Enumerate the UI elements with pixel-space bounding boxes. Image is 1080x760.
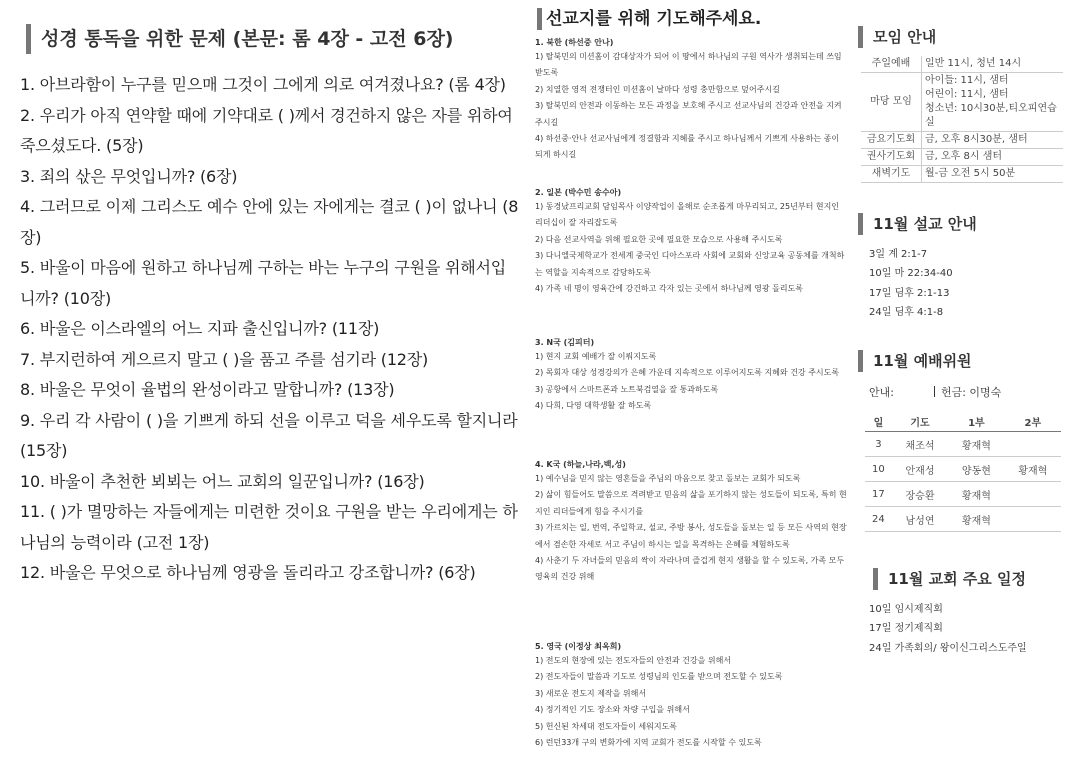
worship-header: 2부 — [1005, 411, 1061, 432]
meetings-table — [861, 56, 1063, 183]
meetings-title: 모임 안내 — [858, 26, 936, 48]
worship-header-row — [865, 411, 1061, 432]
meeting-row — [861, 73, 1063, 132]
meeting-value — [922, 166, 1064, 183]
worship-row — [865, 457, 1061, 482]
worship-cell: 황재혁 — [948, 432, 1004, 457]
worship-title: 11월 예배위원 — [858, 350, 972, 372]
prayer-item: 6) 런던33개 구의 변화가에 지역 교회가 전도를 시작할 수 있도록 — [535, 738, 762, 748]
meeting-row — [861, 149, 1063, 166]
events-title: 11월 교회 주요 일정 — [873, 568, 1026, 590]
meeting-label: 새벽기도 — [861, 166, 922, 183]
event-item: 10일 임시제직회 — [869, 604, 943, 615]
meeting-line: 청소년: 10시30분,티오피연습실 — [925, 103, 1057, 128]
offering-label: 헌금: 이명숙 — [940, 386, 1002, 399]
meeting-label: 권사기도회 — [861, 149, 922, 166]
worship-header: 1부 — [948, 411, 1004, 432]
prayer-item: 1) 현지 교회 예배가 잘 이뤄지도록 — [535, 352, 657, 361]
worship-subline — [869, 384, 1001, 400]
prayer-group-heading: 1. 북한 (하선중 안나) — [535, 38, 614, 47]
worship-cell: 10 — [865, 457, 892, 482]
prayer-group-heading: 4. K국 (하늘,나라,백,성) — [535, 460, 626, 469]
sermon-item: 3일 계 2:1-7 — [869, 249, 928, 260]
prayer-item: 4) 다희, 다영 대학생활 잘 하도록 — [535, 401, 652, 411]
event-item: 24일 가족회의/ 왕이신그리스도주일 — [869, 642, 1027, 654]
question-item: 7. 부지런하여 게으르지 말고 ( )을 품고 주를 섬기라 (12장) — [20, 349, 429, 369]
sermon-item: 24일 딤후 4:1-8 — [869, 307, 944, 319]
question-item: 5. 바울이 마음에 원하고 하나님께 구하는 바는 누구의 구원을 위해서입니까? (10장) — [20, 258, 507, 308]
meeting-value — [922, 56, 1064, 73]
prayer-item: 2) 전도자들이 말씀과 기도로 성령님의 인도를 받으며 전도할 수 있도록 — [535, 672, 783, 682]
event-item: 17일 정기제직회 — [869, 623, 943, 635]
worship-cell: 양동현 — [948, 457, 1004, 482]
question-item: 9. 우리 각 사람이 ( )을 기쁘게 하되 선을 이루고 덕을 세우도록 할지니라 (15장) — [20, 410, 518, 460]
prayer-title: 선교지를 위해 기도해주세요. — [537, 8, 761, 30]
meeting-line: 어린이: 11시, 샘터 — [925, 89, 1009, 100]
worship-cell — [1005, 432, 1061, 457]
worship-cell: 황재혁 — [948, 482, 1004, 507]
worship-row — [865, 432, 1061, 457]
question-item: 10. 바울이 추천한 뵈뵈는 어느 교회의 일꾼입니까? (16장) — [20, 471, 425, 491]
prayer-item: 2) 치열한 영적 전쟁터인 미션홈이 날마다 성령 충만함으로 덮어주시길 — [535, 84, 780, 94]
prayer-item: 2) 삶이 힘들어도 말씀으로 격려받고 믿음의 삶을 포기하지 않는 성도들이 되도록, 특히 현지인 리더들에게 힘을 주시기를 — [535, 490, 847, 516]
prayer-group-heading: 3. N국 (김피터) — [535, 338, 595, 347]
meeting-row — [861, 166, 1063, 183]
meeting-value — [922, 132, 1064, 149]
meeting-value — [922, 149, 1064, 166]
worship-header: 일 — [865, 411, 892, 432]
question-item: 3. 죄의 삯은 무엇입니까? (6장) — [20, 166, 238, 186]
question-item: 12. 바울은 무엇으로 하나님께 영광을 돌리라고 강조합니까? (6장) — [20, 563, 476, 582]
prayer-item: 4) 사춘기 두 자녀들의 믿음의 싹이 자라나며 즐겁게 현지 생활을 할 수 있도록, 가족 모두 영육의 건강 위해 — [535, 556, 845, 582]
worship-table — [865, 411, 1061, 532]
prayer-item: 2) 목회자 대상 성경강의가 은혜 가운데 지속적으로 이루어지도록 지혜와 건강 주시도록 — [535, 368, 840, 378]
worship-cell: 남성연 — [892, 507, 948, 532]
prayer-group-heading: 2. 일본 (박수민 송수아) — [535, 188, 622, 197]
guide-label: 안내: — [869, 386, 894, 399]
prayer-group — [535, 458, 847, 586]
meeting-line: 아이들: 11시, 샘터 — [925, 75, 1009, 86]
prayer-item: 3) 가르치는 일, 번역, 주일학교, 설교, 주방 봉사, 성도들을 돌보는 일 등 모든 사역의 현장에서 겸손한 자세로 서고 주님이 하시는 일을 목격하는 은혜를 체험하도록 — [535, 523, 847, 549]
sermon-item: 10일 마 22:34-40 — [869, 268, 953, 280]
worship-cell — [1005, 507, 1061, 532]
prayer-item: 1) 전도의 현장에 있는 전도자들의 안전과 건강을 위해서 — [535, 656, 732, 665]
prayer-item: 1) 예수님을 믿지 않는 영혼들을 주님의 마음으로 찾고 돌보는 교회가 되도록 — [535, 474, 801, 483]
meeting-value — [922, 73, 1064, 132]
question-item: 6. 바울은 이스라엘의 어느 지파 출신입니까? (11장) — [20, 319, 380, 338]
prayer-group — [535, 336, 847, 415]
question-item: 1. 아브라함이 누구를 믿으매 그것이 그에게 의로 여겨졌나요? (롬 4장) — [20, 75, 506, 94]
worship-row — [865, 482, 1061, 507]
quiz-title: 성경 통독을 위한 문제 (본문: 롬 4장 - 고전 6장) — [26, 24, 454, 54]
question-item: 8. 바울은 무엇이 율법의 완성이라고 말합니까? (13장) — [20, 380, 395, 399]
prayer-group — [535, 36, 847, 164]
prayer-group — [535, 186, 847, 297]
worship-cell — [1005, 482, 1061, 507]
sermon-item: 17일 딤후 2:1-13 — [869, 287, 950, 299]
worship-cell: 17 — [865, 482, 892, 507]
meeting-line: 금, 오후 8시 샘터 — [925, 151, 1003, 162]
worship-cell: 안재성 — [892, 457, 948, 482]
worship-cell: 24 — [865, 507, 892, 532]
prayer-item: 3) 새로운 전도지 제작을 위해서 — [535, 688, 647, 698]
divider — [934, 386, 935, 397]
worship-header: 기도 — [892, 411, 948, 432]
meeting-label: 주일예배 — [861, 56, 922, 73]
sermon-list — [869, 245, 1069, 323]
prayer-item: 5) 헌신된 차세대 전도자들이 세워지도록 — [535, 721, 678, 731]
meeting-line: 월-금 오전 5시 50분 — [925, 168, 1016, 179]
prayer-item: 3) 탈북민의 안전과 이동하는 모든 과정을 보호해 주시고 선교사님의 건강과 안전을 지켜주시길 — [535, 101, 842, 127]
meeting-line: 금, 오후 8시30분, 샘터 — [925, 134, 1028, 145]
prayer-group — [535, 640, 847, 751]
worship-row — [865, 507, 1061, 532]
prayer-item: 4) 가족 네 명이 영육간에 강건하고 각자 있는 곳에서 하나님께 영광 돌리도록 — [535, 284, 804, 294]
prayer-item: 1) 동경났프리교회 담임목사 이양작업이 올해로 순조롭게 마무리되고, 25년부터 현지인 리더십이 잘 자리잡도록 — [535, 202, 840, 228]
prayer-item: 3) 공항에서 스마트폰과 노트북검열을 잘 통과하도록 — [535, 384, 719, 394]
question-item: 11. ( )가 멸망하는 자들에게는 미련한 것이요 구원을 받는 우리에게는 하나님의 능력이라 (고전 1장) — [20, 502, 518, 552]
worship-cell: 황재혁 — [948, 507, 1004, 532]
prayer-item: 4) 하선중·안나 선교사님에게 정결함과 지혜를 주시고 하나님께서 기쁘게 사용하는 종이 되게 하시길 — [535, 134, 840, 160]
event-list — [869, 600, 1079, 658]
sermons-title: 11월 설교 안내 — [858, 213, 977, 235]
prayer-item: 4) 정기적인 기도 장소와 차량 구입을 위해서 — [535, 705, 690, 715]
prayer-item: 2) 다음 선교사역을 위해 필요한 곳에 필요한 모습으로 사용해 주시도록 — [535, 234, 783, 244]
worship-cell: 황재혁 — [1005, 457, 1061, 482]
meeting-row — [861, 56, 1063, 73]
meeting-row — [861, 132, 1063, 149]
question-list — [20, 70, 520, 589]
worship-cell: 3 — [865, 432, 892, 457]
meeting-line: 일반 11시, 청년 14시 — [925, 58, 1022, 69]
meeting-label: 마당 모임 — [861, 73, 922, 132]
question-item: 4. 그러므로 이제 그리스도 예수 안에 있는 자에게는 결코 ( )이 없나니 (8장) — [20, 197, 519, 247]
worship-cell: 채조석 — [892, 432, 948, 457]
question-item: 2. 우리가 아직 연약할 때에 기약대로 ( )께서 경건하지 않은 자를 위하여 죽으셨도다. (5장) — [20, 105, 513, 155]
prayer-item: 1) 탈북민의 미션홈이 감대상자가 되어 이 땅에서 하나님의 구원 역사가 생취되는데 쓰임받도록 — [535, 52, 842, 78]
meeting-label: 금요기도회 — [861, 132, 922, 149]
prayer-group-heading: 5. 영국 (이정상 최옥희) — [535, 642, 622, 651]
prayer-item: 3) 다니엘국제학교가 전세계 중국인 디아스포라 사회에 교회와 신앙교육 공동체를 개척하는 역할을 지속적으로 감당하도록 — [535, 251, 845, 277]
worship-cell: 장승환 — [892, 482, 948, 507]
